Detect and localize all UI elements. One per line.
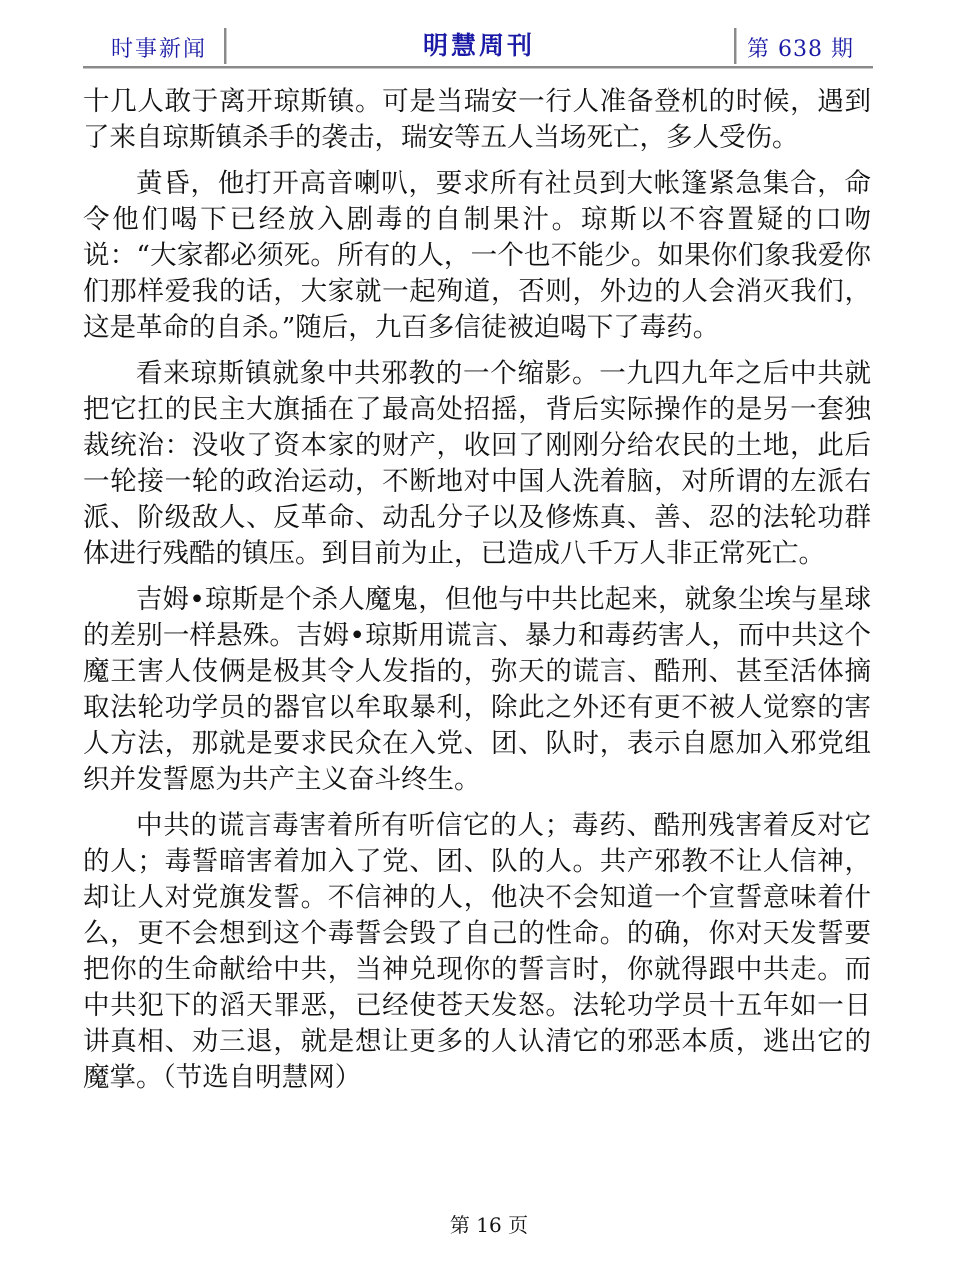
paragraph: 黄昏，他打开高音喇叭，要求所有社员到大帐篷紧急集合，命令他们喝下已经放入剧毒的自制果汁。琼斯以不容置疑的口吻说：“大家都必须死。所有的人，一个也不能少。如果你们象我爱你们那样爱我的话，大家就一起殉道，否则，外边的人会消灭我们，这是革命的自杀。”随后，九百多信徒被迫喝下了毒药。 [83,168,871,343]
paragraph: 中共的谎言毒害着所有听信它的人；毒药、酷刑残害着反对它的人；毒誓暗害着加入了党、团、队的人。共产邪教不让人信神，却让人对党旗发誓。不信神的人，他决不会知道一个宣誓意味着什么，更不会想到这个毒誓会毁了自己的性命。的确，你对天发誓要把你的生命献给中共，当神兑现你的誓言时，你就得跟中共走。而中共犯下的滔天罪恶，已经使苍天发怒。法轮功学员十五年如一日讲真相、劝三退，就是想让更多的人认清它的邪恶本质，逃出它的魔掌。（节选自明慧网） [83,810,871,1093]
article-body [83,84,871,1106]
publication-title: 明慧周刊 [422,31,535,60]
section-label: 时事新闻 [111,37,208,62]
header-divider [734,28,736,64]
issue-number: 第 638 期 [747,37,854,62]
paragraph: 十几人敢于离开琼斯镇。可是当瑞安一行人准备登机的时候，遇到了来自琼斯镇杀手的袭击，瑞安等五人当场死亡，多人受伤。 [83,86,871,153]
paragraph: 吉姆•琼斯是个杀人魔鬼，但他与中共比起来，就象尘埃与星球的差别一样悬殊。吉姆•琼斯用谎言、暴力和毒药害人，而中共这个魔王害人伎俩是极其令人发指的，弥天的谎言、酷刑、甚至活体摘取法轮功学员的器官以牟取暴利，除此之外还有更不被人觉察的害人方法，那就是要求民众在入党、团、队时，表示自愿加入邪党组织并发誓愿为共产主义奋斗终生。 [83,584,871,795]
page-header [83,20,873,68]
header-rule [83,66,873,68]
page-number: 第 16 页 [449,1213,529,1237]
paragraph: 看来琼斯镇就象中共邪教的一个缩影。一九四九年之后中共就把它扛的民主大旗插在了最高处招摇，背后实际操作的是另一套独裁统治：没收了资本家的财产，收回了刚刚分给农民的土地，此后一轮接一轮的政治运动，不断地对中国人洗着脑，对所谓的左派右派、阶级敌人、反革命、动乱分子以及修炼真、善、忍的法轮功群体进行残酷的镇压。到目前为止，已造成八千万人非正常死亡。 [83,358,871,569]
